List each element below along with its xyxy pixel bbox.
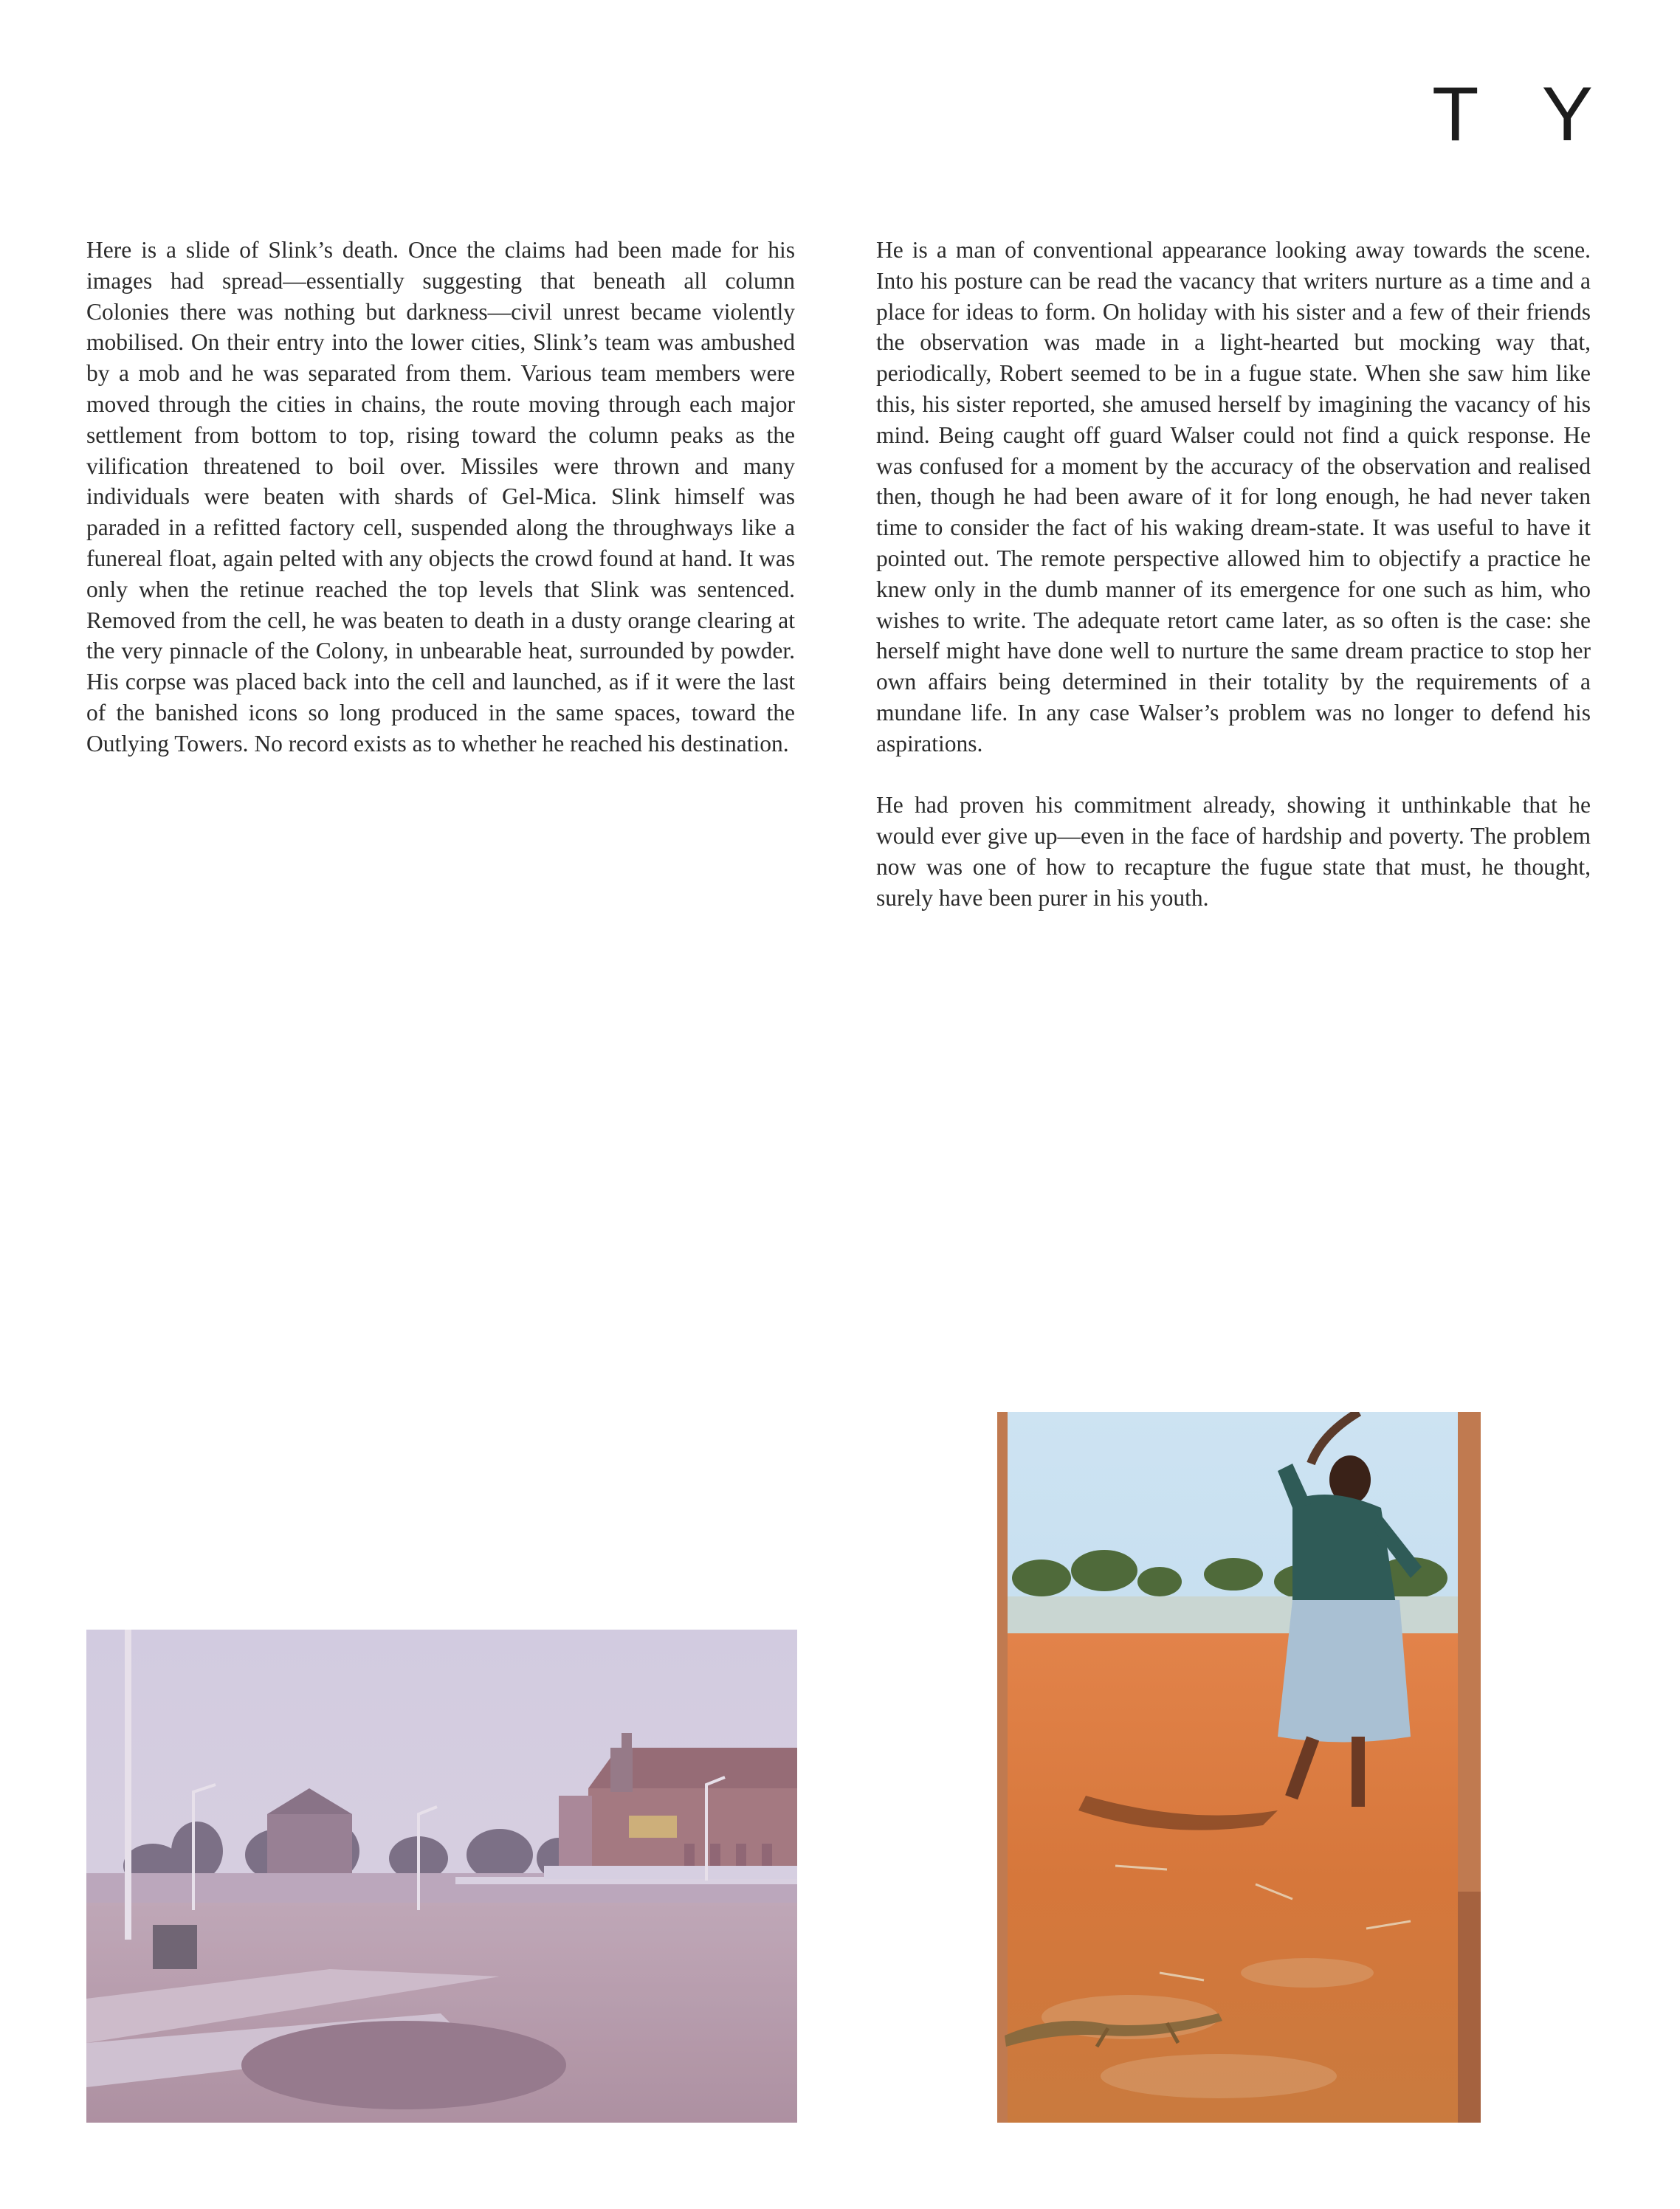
right-text-column — [876, 235, 1591, 914]
right-paragraph-1: He is a man of conventional appearance looking away towards the scene. Into his posture can be read the vacancy that writers nurture as a time and a place for ideas to form. On holiday with his sister and a few of their friends the observation was made in a light-hearted but mocking way that, periodically, Robert seemed to be in a fugue state. When she saw him like this, his sister reported, she amused herself by imagining the vacancy of his mind. Being caught off guard Walser could not find a quick response. He was confused for a moment by the accuracy of the observation and realised then, though he had been aware of it for long enough, he had never taken time to consider the fact of his waking dream-state. It was useful to have it pointed out. The remote perspective allowed him to objectify a practice he knew only in the dumb manner of its emergence for one such as him, who wishes to write. The adequate retort came later, as so often is the case: she herself might have done well to nurture the same dream practice to stop her own affairs being determined in their totality by the requirements of a mundane life. In any case Walser’s problem was no longer to defend his aspirations. — [876, 237, 1591, 757]
desert-scene-photo — [997, 1412, 1481, 2123]
street-scene-image — [86, 1630, 797, 2123]
desert-scene-image — [997, 1412, 1481, 2123]
left-text-column — [86, 235, 795, 759]
right-paragraph-2: He had proven his commitment already, showing it unthinkable that he would ever give up—even in the face of hardship and poverty. The problem now was one of how to recapture the fugue state that must, he thought, surely have been purer in his youth. — [876, 792, 1591, 911]
left-paragraph-1: Here is a slide of Slink’s death. Once the claims had been made for his images had spread—essentially suggesting that beneath all column Colonies there was nothing but darkness—civil unrest became violently mobilised. On their entry into the lower cities, Slink’s team was ambushed by a mob and he was separated from them. Various team members were moved through the cities in chains, the route moving through each major settlement from bottom to top, rising toward the column peaks as the vilification threatened to boil over. Missiles were thrown and many individuals were beaten with shards of Gel-Mica. Slink himself was paraded in a refitted factory cell, suspended along the throughways like a funereal float, again pelted with any objects the crowd found at hand. It was only when the retinue reached the top levels that Slink was sentenced. Removed from the cell, he was beaten to death in a dusty orange clearing at the very pinnacle of the Colony, in unbearable heat, surrounded by powder. His corpse was placed back into the cell and launched, as if it were the last of the banished icons so long produced in the same spaces, toward the Outlying Towers. No record exists as to whether he reached his destination. — [86, 237, 795, 757]
street-scene-photo — [86, 1630, 797, 2123]
running-head: T Y — [1432, 72, 1616, 157]
